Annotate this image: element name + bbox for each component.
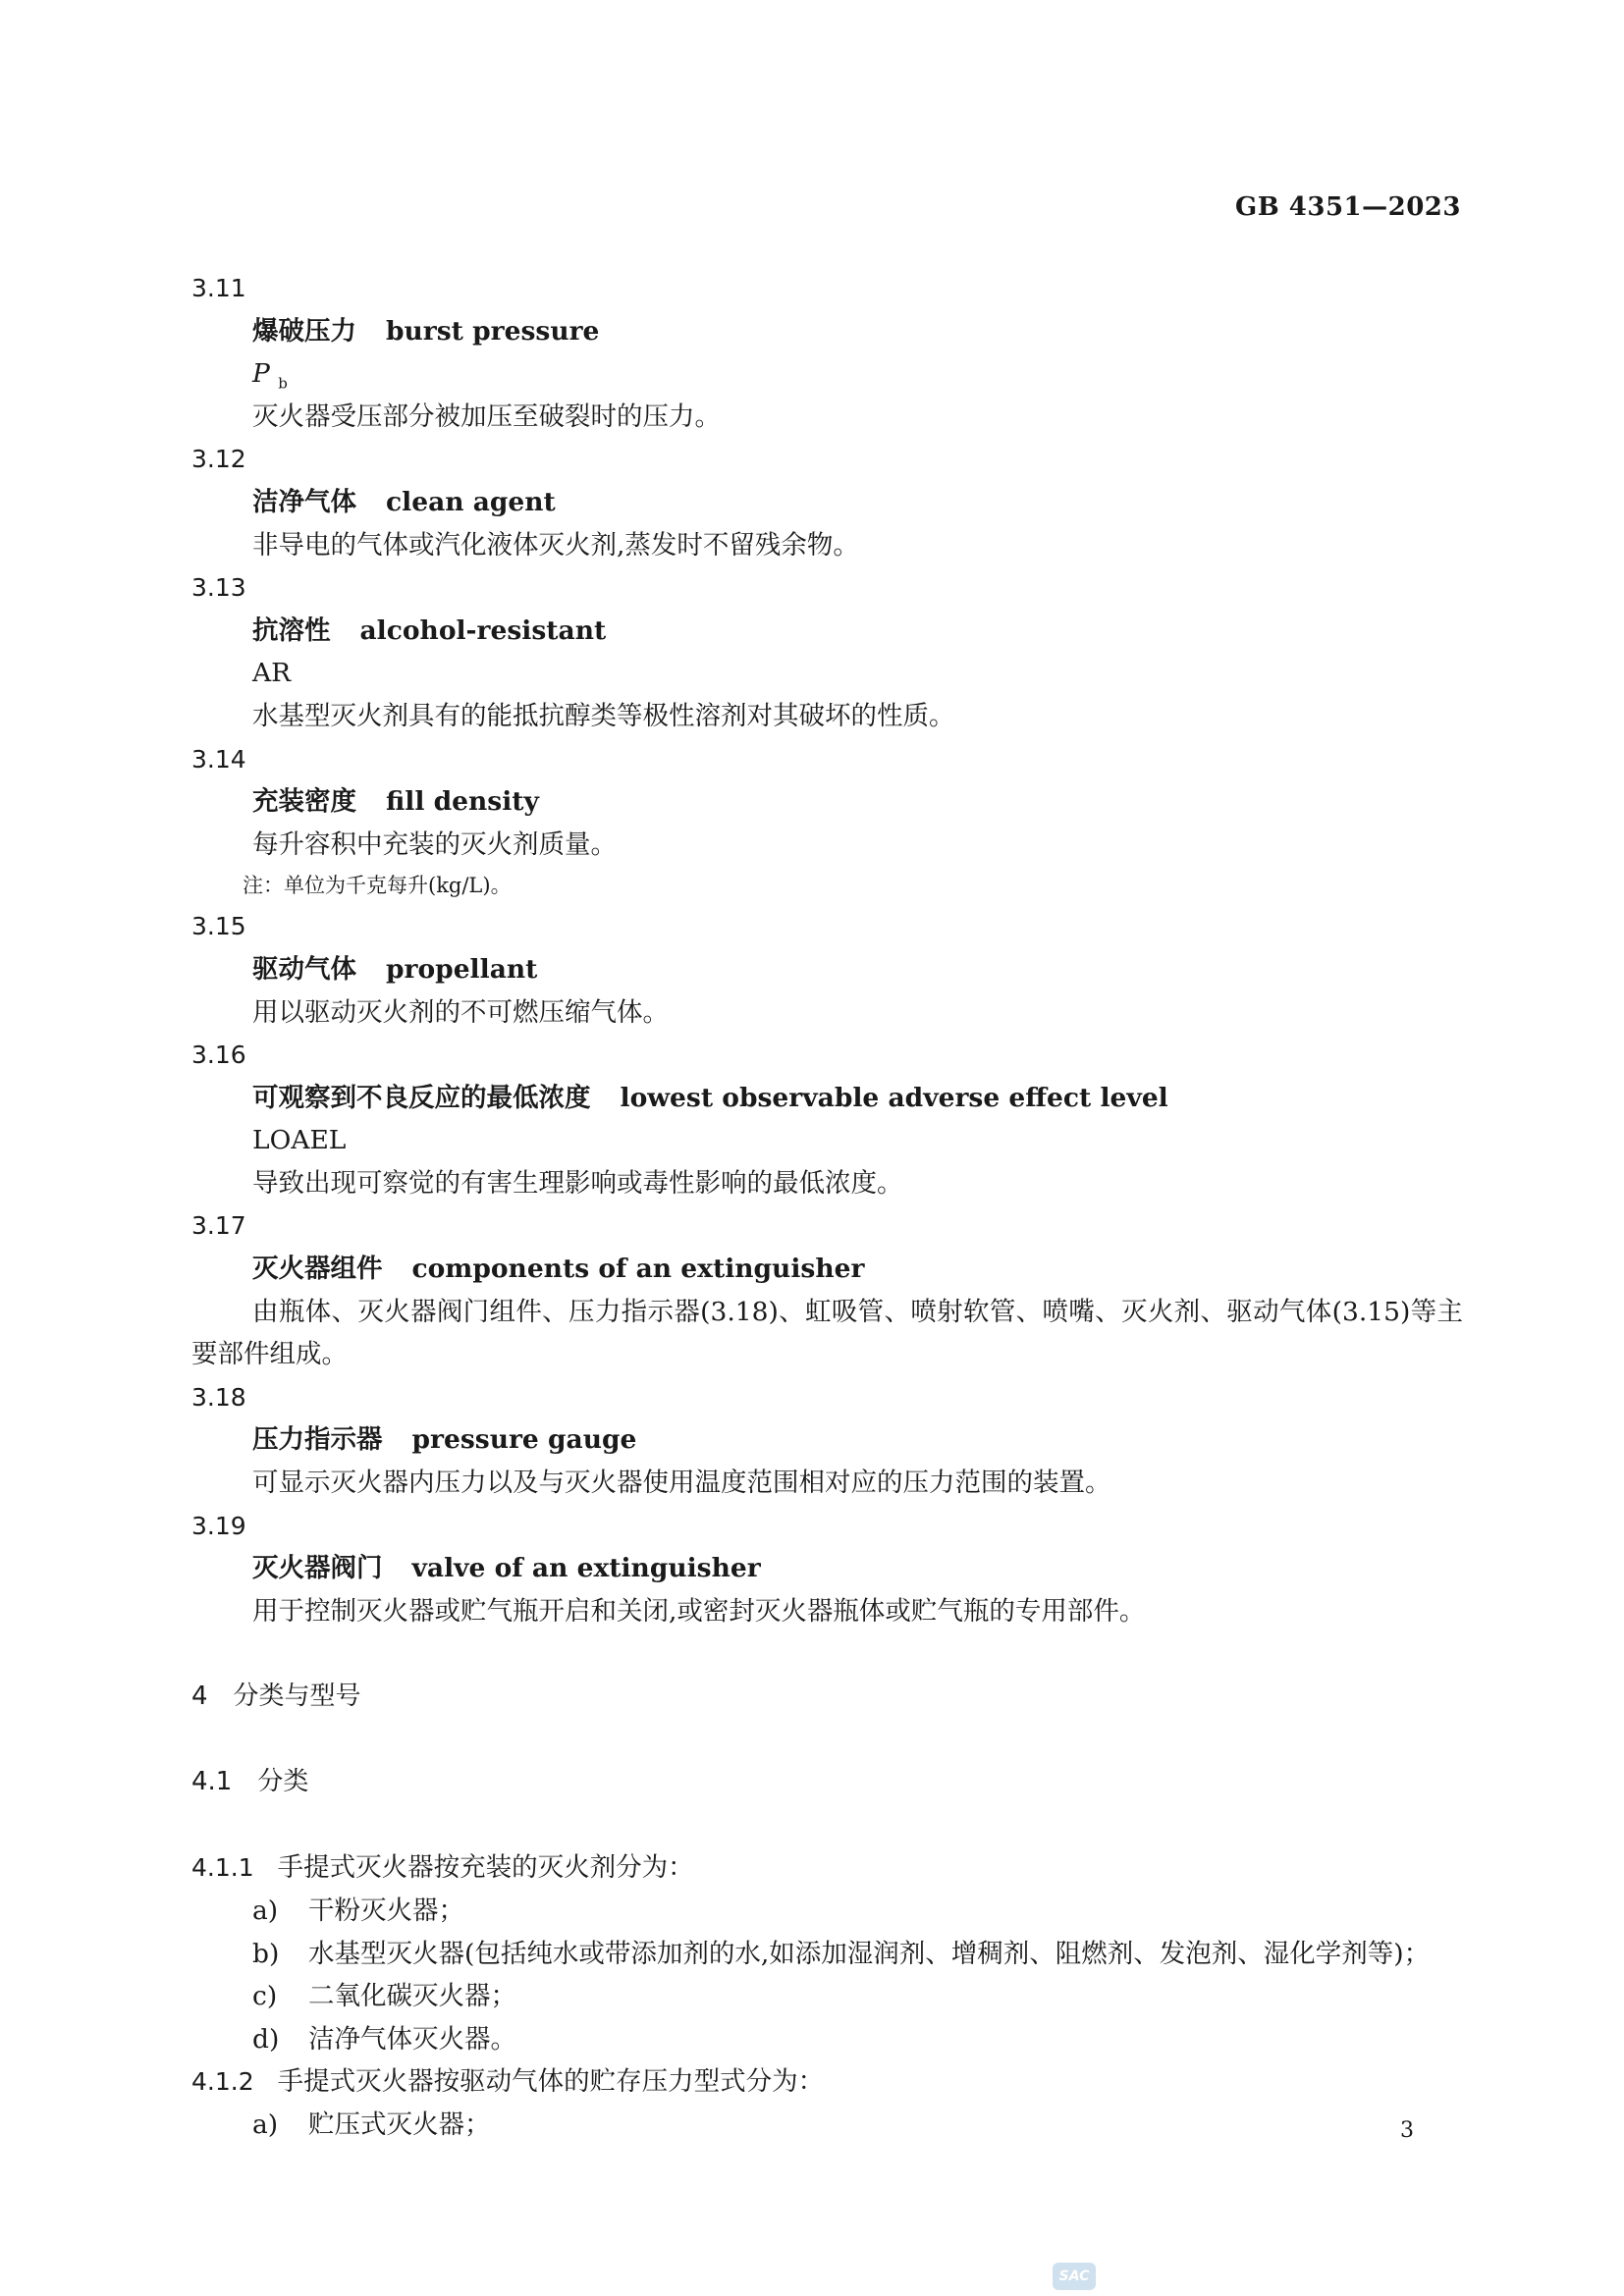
- section-heading: [191, 1676, 1463, 1719]
- clause-text: 手提式灭火器按驱动气体的贮存压力型式分为：: [277, 2066, 825, 2098]
- term-en: fill density: [386, 786, 539, 818]
- clause-number: 3.11: [191, 274, 246, 302]
- spacer: [191, 1719, 1463, 1762]
- term-definition: 用于控制灭火器或贮气瓶开启和关闭,或密封灭火器瓶体或贮气瓶的专用部件。: [252, 1595, 1146, 1627]
- list-item: [191, 2104, 1463, 2147]
- page-number: 3: [1400, 2118, 1414, 2143]
- term-abbreviation: AR: [252, 658, 292, 689]
- sac-watermark-logo: SAC: [1053, 2263, 1096, 2290]
- term-heading: [191, 1547, 1463, 1590]
- list-text: 水基型灭火器(包括纯水或带添加剂的水,如添加湿润剂、增稠剂、阻燃剂、发泡剂、湿化学剂等)；: [308, 1938, 1431, 1969]
- term-definition: 可显示灭火器内压力以及与灭火器使用温度范围相对应的压力范围的装置。: [252, 1468, 1111, 1499]
- list-label: c): [252, 1981, 278, 2012]
- term-note: 注：单位为千克每升(kg/L)。: [243, 874, 512, 898]
- list-label: a): [252, 2109, 279, 2140]
- term-zh: 驱动气体: [252, 953, 356, 985]
- list-label: a): [252, 1895, 279, 1926]
- clause-number: 3.18: [191, 1382, 246, 1412]
- term-definition: 由瓶体、灭火器阀门组件、压力指示器(3.18)、虹吸管、喷射软管、喷嘴、灭火剂、驱动气体(3.15)等主要部件组成。: [191, 1296, 1463, 1370]
- subsection-title: 分类: [257, 1767, 309, 1797]
- section-title: 分类与型号: [233, 1682, 361, 1711]
- term-zh: 可观察到不良反应的最低浓度: [252, 1082, 591, 1113]
- clause-number: 3.13: [191, 573, 246, 603]
- clause-number: 4.1.2: [191, 2067, 254, 2097]
- term-en: pressure gauge: [411, 1424, 637, 1456]
- term-definition: 用以驱动灭火剂的不可燃压缩气体。: [252, 996, 669, 1028]
- term-heading: [191, 780, 1463, 824]
- document-number: GB 4351—2023: [1235, 192, 1461, 222]
- clause-paragraph: [191, 2060, 1463, 2104]
- clause-number: 3.12: [191, 445, 246, 474]
- term-heading: [191, 1418, 1463, 1462]
- term-definition: 非导电的气体或汽化液体灭火剂,蒸发时不留残余物。: [252, 529, 859, 561]
- clause-text: 手提式灭火器按充装的灭火剂分为：: [277, 1852, 694, 1884]
- term-heading: [191, 948, 1463, 991]
- clause-number: 4.1.1: [191, 1853, 254, 1883]
- list-text: 干粉灭火器；: [308, 1895, 464, 1926]
- term-zh: 充装密度: [252, 786, 356, 818]
- term-definition: 水基型灭火剂具有的能抵抗醇类等极性溶剂对其破坏的性质。: [252, 700, 955, 731]
- term-en: alcohol-resistant: [359, 614, 607, 646]
- symbol-subscript: b: [278, 374, 288, 393]
- term-heading: [191, 1077, 1463, 1120]
- list-label: d): [252, 2023, 280, 2055]
- clause-paragraph: [191, 1846, 1463, 1890]
- term-en: clean agent: [386, 486, 556, 517]
- term-en: lowest observable adverse effect level: [620, 1082, 1168, 1113]
- list-text: 洁净气体灭火器。: [308, 2023, 516, 2055]
- spacer: [191, 1804, 1463, 1847]
- list-text: 贮压式灭火器；: [308, 2109, 491, 2140]
- term-zh: 压力指示器: [252, 1424, 383, 1456]
- term-symbol: [191, 352, 1463, 396]
- term-en: propellant: [386, 953, 538, 985]
- term-zh: 灭火器组件: [252, 1254, 383, 1285]
- list-label: b): [252, 1938, 280, 1969]
- document-body: [191, 267, 1463, 2147]
- term-heading: [191, 481, 1463, 524]
- term-en: components of an extinguisher: [411, 1254, 865, 1285]
- term-zh: 爆破压力: [252, 315, 356, 347]
- term-heading: [191, 310, 1463, 353]
- clause-number: 3.14: [191, 744, 246, 774]
- term-definition: 灭火器受压部分被加压至破裂时的压力。: [252, 400, 721, 432]
- term-zh: 洁净气体: [252, 486, 356, 517]
- term-heading: [191, 610, 1463, 653]
- list-item: [191, 1890, 1463, 1933]
- term-definition: 导致出现可察觉的有害生理影响或毒性影响的最低浓度。: [252, 1167, 903, 1199]
- list-item: [191, 2018, 1463, 2061]
- section-number: 4: [191, 1682, 208, 1711]
- term-heading: [191, 1248, 1463, 1291]
- clause-number: 3.15: [191, 912, 246, 941]
- list-item: [191, 1975, 1463, 2018]
- spacer: [191, 1632, 1463, 1676]
- clause-number: 3.17: [191, 1211, 246, 1241]
- symbol-main: P: [252, 358, 270, 390]
- term-abbreviation: LOAEL: [252, 1125, 347, 1156]
- term-en: burst pressure: [386, 315, 600, 347]
- list-item: [191, 1933, 1463, 1976]
- term-zh: 灭火器阀门: [252, 1553, 383, 1584]
- term-en: valve of an extinguisher: [411, 1553, 761, 1584]
- term-zh: 抗溶性: [252, 614, 331, 646]
- subsection-number: 4.1: [191, 1767, 233, 1797]
- subsection-heading: [191, 1761, 1463, 1804]
- clause-number: 3.19: [191, 1511, 246, 1540]
- term-definition: 每升容积中充装的灭火剂质量。: [252, 828, 617, 860]
- clause-number: 3.16: [191, 1041, 246, 1070]
- list-text: 二氧化碳灭火器；: [308, 1981, 516, 2012]
